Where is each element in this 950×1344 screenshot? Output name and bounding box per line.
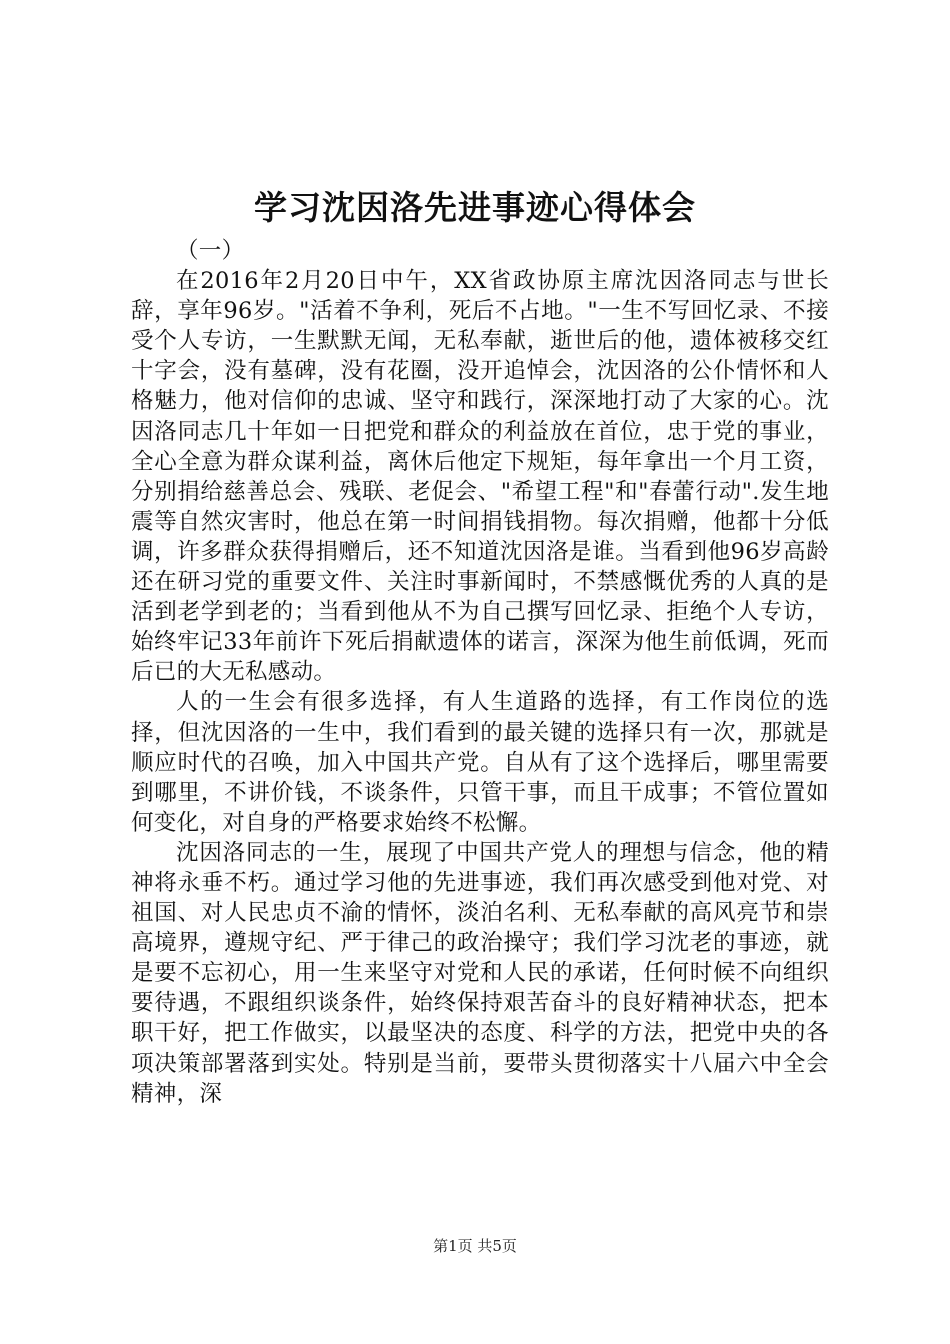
document-body	[131, 236, 829, 1109]
page-number-footer: 第1页 共5页	[433, 1237, 517, 1255]
paragraph-3: 沈因洛同志的一生，展现了中国共产党人的理想与信念，他的精神将永垂不朽。通过学习他的先进事迹，我们再次感受到他对党、对祖国、对人民忠贞不渝的情怀，淡泊名利、无私奉献的高风亮节和崇高境界，遵规守纪、严于律己的政治操守；我们学习沈老的事迹，就是要不忘初心，用一生来坚守对党和人民的承诺，任何时候不向组织要待遇，不跟组织谈条件，始终保持艰苦奋斗的良好精神状态，把本职干好，把工作做实，以最坚决的态度、科学的方法，把党中央的各项决策部署落到实处。特别是当前，要带头贯彻落实十八届六中全会精神，深	[131, 839, 829, 1107]
paragraph-1: 在2016年2月20日中午，XX省政协原主席沈因洛同志与世长辞，享年96岁。"活着不争利，死后不占地。"一生不写回忆录、不接受个人专访，一生默默无闻，无私奉献，逝世后的他，遗体被移交红十字会，没有墓碑，没有花圈，没开追悼会，沈因洛的公仆情怀和人格魅力，他对信仰的忠诚、坚守和践行，深深地打动了大家的心。沈因洛同志几十年如一日把党和群众的利益放在首位，忠于党的事业，全心全意为群众谋利益，离休后他定下规矩，每年拿出一个月工资，分别捐给慈善总会、残联、老促会、"希望工程"和"春蕾行动".发生地震等自然灾害时，他总在第一时间捐钱捐物。每次捐赠，他都十分低调，许多群众获得捐赠后，还不知道沈因洛是谁。当看到他96岁高龄还在研习党的重要文件、关注时事新闻时，不禁感慨优秀的人真的是活到老学到老的；当看到他从不为自己撰写回忆录、拒绝个人专访，始终牢记33年前许下死后捐献遗体的诺言，深深为他生前低调，死而后已的大无私感动。	[131, 268, 829, 686]
paragraph-2: 人的一生会有很多选择，有人生道路的选择，有工作岗位的选择，但沈因洛的一生中，我们看到的最关键的选择只有一次，那就是顺应时代的召唤，加入中国共产党。自从有了这个选择后，哪里需要到哪里，不讲价钱，不谈条件，只管干事，而且干成事；不管位置如何变化，对自身的严格要求始终不松懈。	[131, 689, 829, 836]
section-mark: （一）	[176, 238, 245, 264]
page-title: 学习沈因洛先进事迹心得体会	[254, 188, 696, 227]
